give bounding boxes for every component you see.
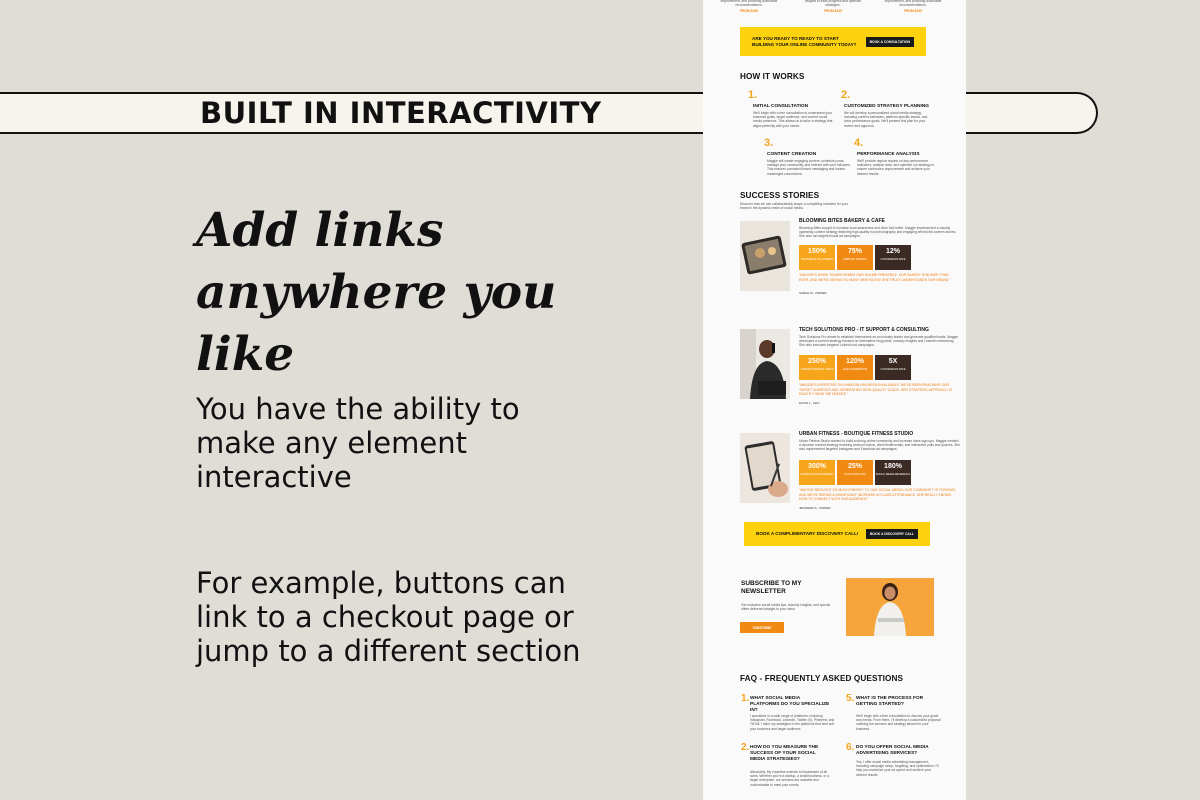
- step-desc: Maggie will create engaging content, schedule posts, manage your community, and interact with your followers. This ensures consistent brand messaging and fosters meaningful connections.: [767, 159, 851, 176]
- cta-text: BOOK A COMPLIMENTARY DISCOVERY CALL!: [756, 531, 859, 537]
- faq-number: 6.: [846, 742, 855, 753]
- stat-value: 180%: [884, 463, 902, 470]
- intro-paragraph: You have the ability to make any element interactive: [196, 392, 520, 494]
- step-desc: We'll begin with a free consultation to understand your business goals, target audience, and current social media presence. This allows us to tailor a strategy that aligns perfectly with your needs.: [753, 111, 833, 128]
- newsletter-title: SUBSCRIBE TO MY NEWSLETTER: [741, 580, 802, 595]
- faq-title: FAQ - FREQUENTLY ASKED QUESTIONS: [740, 674, 904, 683]
- stat-label: CLASS SIGN-UPS: [844, 473, 866, 476]
- stat-label: CONVERSION RATE: [880, 258, 906, 261]
- story-author: DAVID L., CEO: [799, 401, 820, 405]
- stat-card: [799, 355, 835, 380]
- stat-card: [875, 245, 911, 270]
- book-discovery-call-button[interactable]: BOOK A DISCOVERY CALL: [866, 529, 918, 539]
- stat-label: WEBSITE TRAFFIC: [843, 258, 867, 261]
- document-preview: [703, 0, 966, 800]
- stat-value: 5X: [888, 358, 898, 365]
- faq-answer: Absolutely. My expertise extends to businesses of all sizes. Whether you're a startup, a small business, or a larger enterprise, our services are scalable and customizable to meet your needs.: [750, 770, 830, 787]
- success-stories-title: SUCCESS STORIES: [740, 191, 820, 200]
- stat-card: [837, 460, 873, 485]
- top-card-3: [883, 0, 943, 14]
- top-card-link[interactable]: FROM $149: [824, 9, 842, 14]
- faq-number: 1.: [741, 693, 750, 704]
- stat-card: [799, 460, 835, 485]
- step-number: 4.: [854, 137, 864, 149]
- stat-value: 25%: [847, 463, 862, 470]
- stat-label: CONVERSION RATE: [880, 368, 906, 371]
- cta-banner-discovery: [744, 522, 930, 546]
- story-author: SARAH M., OWNER: [799, 291, 827, 295]
- story-stats: [799, 460, 911, 485]
- stat-value: 120%: [846, 358, 864, 365]
- stat-label: FACEBOOK ENGAGEMENT: [800, 473, 834, 476]
- stat-label: INSTAGRAM FOLLOWERS: [800, 258, 834, 261]
- faq-number: 2.: [741, 742, 750, 753]
- top-card-2: [803, 0, 863, 14]
- faq-answer: Yes, I offer social media advertising management, including campaign setup, targeting, and optimization. I'll help you maximize your ad spend and achieve your desired results.: [856, 760, 939, 777]
- stat-label: SOCIAL MEDIA REFERRALS: [875, 473, 911, 476]
- story-desc: Tech Solutions Pro aimed to establish themselves as an industry leader and generate qualified leads. Maggie developed a content strategy focused on informative blog posts, industry insights and LinkedIn networking. She also executed targeted LinkedIn ad campaigns.: [799, 335, 959, 348]
- story-quote: "MAGGIE'S WORK TRANSFORMED OUR ONLINE PRESENCE. OUR BAKERY IS BUSIER THAN EVER, AND WE'RE SEEING SO MANY NEW FACES! SHE TRULY UNDERSTANDS OUR BRAND.": [799, 273, 951, 282]
- story-title: URBAN FITNESS - BOUTIQUE FITNESS STUDIO: [799, 431, 914, 437]
- story-desc: Urban Fitness Studio wanted to build a strong online community and increase class sign-ups. Maggie created a dynamic content strategy featuring workout videos, client testimonials, and interactive polls and quizzes. She also implemented targeted Instagram and Facebook ad campaigns.: [799, 439, 961, 452]
- top-card-1: [719, 0, 779, 14]
- top-card-desc: insights to track progress and optimize strategies.: [804, 0, 862, 8]
- headline-line-1: Add links: [196, 203, 444, 258]
- faq-answer: I specialize in a wide range of platforms, including Instagram, Facebook, LinkedIn, Twitter (X), Pinterest, and TikTok. I tailor my strategies to the platforms that best suit your business and target audience.: [750, 714, 835, 731]
- stat-value: 300%: [808, 463, 826, 470]
- headline-line-2: anywhere you like: [196, 265, 557, 382]
- story-quote: "MAGGIE BROUGHT SO MUCH ENERGY TO OUR SOCIAL MEDIA! OUR COMMUNITY IS THRIVING, AND WE'RE SEEING A SIGNIFICANT INCREASE IN CLASS ATTENDANCE. SHE REALLY KNOWS HOW TO CONNECT WITH OUR AUDIENCE.": [799, 488, 957, 501]
- stat-label: LINKEDIN PROFILE VIEWS: [800, 368, 834, 371]
- step-number: 3.: [764, 137, 774, 149]
- banner-title: BUILT IN INTERACTIVITY: [200, 96, 602, 130]
- book-consultation-button[interactable]: BOOK A CONSULTATION: [866, 37, 914, 47]
- stat-card: [799, 245, 835, 270]
- story-stats: [799, 355, 911, 380]
- example-paragraph: For example, buttons can link to a checkout page or jump to a different section: [196, 566, 581, 668]
- stat-card: [875, 460, 911, 485]
- story-quote: "MAGGIE'S EXPERTISE ON LINKEDIN HAS BEEN INVALUABLE. WE'VE BEEN REACHING OUR TARGET AUDIENCE AND GENERATING HIGH-QUALITY LEADS. HER STRATEGIC APPROACH IS EXACTLY WHAT WE NEEDED.": [799, 383, 952, 396]
- bakery-tablet-photo: [740, 221, 790, 291]
- top-card-desc: improvement, and providing actionable recommendations.: [884, 0, 942, 8]
- faq-question[interactable]: WHAT SOCIAL MEDIA PLATFORMS DO YOU SPECIALIZE IN?: [750, 696, 830, 713]
- faq-question[interactable]: WHAT IS THE PROCESS FOR GETTING STARTED?: [856, 696, 924, 707]
- fitness-tablet-photo: [740, 433, 790, 503]
- step-desc: We'll provide regular reports on key performance indicators, analyze data, and optimize our strategy to ensure continuous improvement and achieve your desired results.: [857, 159, 935, 176]
- stat-card: [875, 355, 911, 380]
- how-it-works-title: HOW IT WORKS: [740, 72, 805, 81]
- stat-card: [837, 355, 873, 380]
- faq-question[interactable]: DO YOU OFFER SOCIAL MEDIA ADVERTISING SERVICES?: [856, 745, 929, 756]
- story-title: BLOOMING BITES BAKERY & CAFE: [799, 218, 885, 224]
- step-number: 1.: [748, 89, 758, 101]
- step-title: PERFORMANCE ANALYSIS: [857, 152, 920, 157]
- cta-banner-consultation: [740, 27, 926, 56]
- success-stories-intro: Discover how we can collaboratively shape a compelling narrative for your brand in the dynamic realm of social media.: [740, 202, 849, 211]
- top-card-link[interactable]: FROM $199: [740, 9, 758, 14]
- story-desc: Blooming Bites sought to increase local awareness and drive foot traffic. Maggie implemented a visually appealing content strategy featuring high-quality food photography and engaging behind-the-scenes stories. She also ran targeted local ad campaigns.: [799, 226, 957, 239]
- newsletter-desc: Get exclusive social media tips, industry insights, and special offers delivered straight to your inbox.: [741, 603, 831, 612]
- step-title: CUSTOMIZED STRATEGY PLANNING: [844, 104, 930, 109]
- step-title: CONTENT CREATION: [767, 152, 817, 157]
- stat-card: [837, 245, 873, 270]
- newsletter-woman-photo: [846, 578, 934, 636]
- headline: [196, 200, 666, 386]
- stat-value: 12%: [885, 248, 900, 255]
- step-title: INITIAL CONSULTATION: [753, 104, 809, 109]
- stat-label: LEAD GENERATION: [842, 368, 868, 371]
- faq-answer: We'll begin with a free consultation to discuss your goals and needs. From there, I'll develop a customized proposal outlining the services and strategy tailored to your business.: [856, 714, 941, 731]
- it-consultant-photo: [740, 329, 790, 399]
- story-author: JENNIFER S., OWNER: [799, 506, 831, 510]
- stat-value: 75%: [847, 248, 862, 255]
- top-card-desc: improvement, and providing actionable recommendations.: [720, 0, 778, 8]
- step-number: 2.: [841, 89, 851, 101]
- story-stats: [799, 245, 911, 270]
- stat-value: 250%: [808, 358, 826, 365]
- subscribe-button[interactable]: SUBSCRIBE: [740, 622, 784, 633]
- faq-number: 5.: [846, 693, 855, 704]
- stat-value: 150%: [808, 248, 826, 255]
- step-desc: We will develop a personalized social media strategy, including content calendars, platform-specific tactics, and clear performance goals. We'll present this plan for your review and approval.: [844, 111, 928, 128]
- cta-text: ARE YOU READY TO READY TO START BUILDING YOUR ONLINE COMMUNITY TODAY?: [752, 36, 857, 47]
- faq-question[interactable]: HOW DO YOU MEASURE THE SUCCESS OF YOUR SOCIAL MEDIA STRATEGIES?: [750, 745, 819, 762]
- top-card-link[interactable]: FROM $199: [904, 9, 922, 14]
- story-title: TECH SOLUTIONS PRO - IT SUPPORT & CONSULTING: [799, 327, 929, 333]
